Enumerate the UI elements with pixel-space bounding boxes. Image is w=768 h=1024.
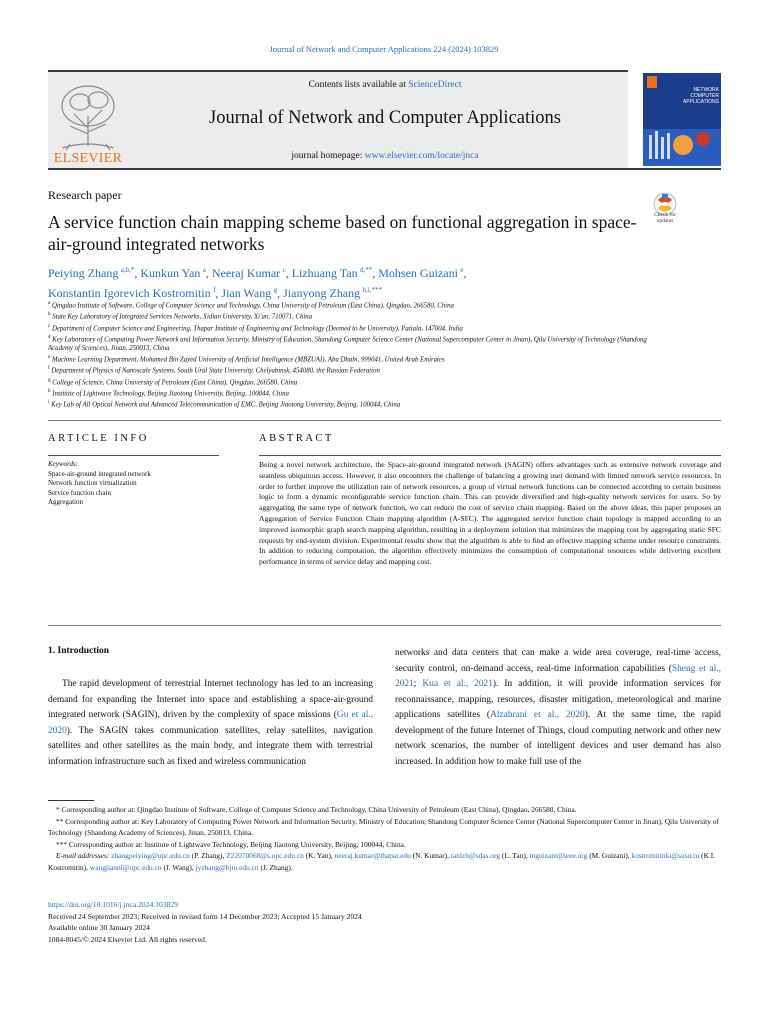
email-link[interactable]: Z22070068@s.upc.edu.cn: [226, 851, 304, 860]
homepage-prefix: journal homepage:: [291, 151, 365, 161]
abstract-text: Being a novel network architecture, the Space-air-ground integrated network (SAGIN) offers advantages such as extensive network coverage and seamless ubiquitous access. However, it also encounters the challenge of balancing a growing user demand with limited network service resources. In order to further improve the utilization rate of network resources, a group of virtual network functions can be connected according to certain business logic to form a dynamic reconfigurable service function chain. This can provide diversified and high-quality network services for users. So by aggregating the same type of network function, we can reduce the cost of service chain mapping. Based on the above ideas, this paper proposes an Aggregation of Service Function Chain mapping algorithm (A-SFC). The aggregated service function chain topology is mapped according to an improved isomorphic graph search mapping algorithm, resulting in a deployment solution that minimizes the mapping cost by aggregating static SFC requests by end-system division. Experimental results show that the algorithm is able to find an effective mapping scheme under resource constraints. In addition to reducing computation, the algorithm effectively minimizes the consumption of computational resources while delivering excellent performance in terms of service delay and mapping cost.: [259, 460, 721, 567]
received-dates: Received 24 September 2023; Received in revised form 14 December 2023; Accepted 15 January 2024: [48, 911, 362, 921]
email-owner: (J. Wang),: [163, 862, 194, 872]
body-column-left: [48, 677, 373, 770]
article-type: Research paper: [48, 188, 122, 202]
email-link[interactable]: zhangpeiying@upc.edu.cn: [111, 851, 190, 860]
contents-line: [180, 80, 590, 90]
keyword-item: Service function chain: [48, 488, 111, 497]
available-online: Available online 30 January 2024: [48, 923, 150, 932]
keywords-heading: Keywords:: [48, 460, 79, 468]
article-info-rule: [48, 455, 219, 456]
affiliation-item: $^c$ Department of Computer Science and Engineering, Thapar Institute of Engineering and Technology (Deemed to be University), Patiala, 147004, India: [48, 323, 463, 332]
footnotes: [48, 804, 721, 873]
email-link[interactable]: jyzhang@bjtu.edu.cn: [195, 862, 259, 872]
email-link[interactable]: neeraj.kumar@thapar.edu: [334, 851, 411, 860]
email-link[interactable]: kostromitinki@susu.ru: [631, 851, 700, 860]
affiliation-item: $^i$ Key Lab of All Optical Network and Advanced Telecommunication of EMC, Beijing Jiaotong University, Beijing, 100044, China: [48, 400, 401, 409]
author-link[interactable]: Neeraj Kumar $^c$: [211, 266, 286, 280]
footnote-corresponding-2: ** Corresponding author at: Key Laboratory of Computing Power Network and Information Security, Ministry of Education, Shandong Computer Science Center (National Supercomputer Center in Jinan), Qilu University of Technology (Shandong Academy of Sciences), Jinan, 250013, China.: [48, 816, 719, 837]
citation-link[interactable]: Sheng et al., 2021: [395, 663, 721, 689]
journal-homepage-link[interactable]: www.elsevier.com/locate/jnca: [364, 151, 479, 161]
homepage-line: [180, 151, 590, 161]
author-link[interactable]: Jianyong Zhang $^{h,i,***}$: [283, 286, 382, 300]
citation-link[interactable]: Kua et al., 2021: [422, 679, 493, 689]
keyword-item: Space-air-ground integrated network: [48, 469, 151, 478]
crossmark-label: [640, 212, 690, 224]
body-column-right: [395, 646, 721, 770]
author-link[interactable]: Mohsen Guizani $^e$: [378, 266, 464, 280]
affiliation-item: $^g$ College of Science, China University of Petroleum (East China), Qingdao, 266580, China: [48, 377, 298, 386]
footnote-rule: [48, 800, 94, 801]
sciencedirect-link[interactable]: ScienceDirect: [408, 80, 462, 90]
journal-cover-thumbnail[interactable]: [643, 73, 721, 166]
author-link[interactable]: Konstantin Igorevich Kostromitin $^f$: [48, 286, 216, 300]
email-owner: (M. Guizani),: [589, 851, 630, 860]
crossmark-label-line-1: Check for: [654, 212, 676, 218]
author-link[interactable]: Kunkun Yan $^a$: [140, 266, 206, 280]
doi-link[interactable]: https://doi.org/10.1016/j.jnca.2024.103829: [48, 900, 179, 909]
contents-prefix: Contents lists available at: [308, 80, 409, 90]
author-link[interactable]: Jian Wang $^g$: [221, 286, 278, 300]
email-owner: (L. Tan),: [501, 851, 528, 860]
email-owner: (J. Zhang).: [260, 862, 293, 872]
email-owner: (K.I. Kostromitin),: [48, 851, 716, 872]
author-list: Peiying Zhang $^{a,b,*}$, Kunkun Yan $^a$, Neeraj Kumar $^c$, Lizhuang Tan $^{d,**}$, Mohsen Guizani $^e$, Konstantin Igorevich Kostromitin $^f$, Jian Wang $^g$, Jianyong Zhang $^{h,i,***}$: [48, 266, 467, 300]
affiliation-item: $^b$ State Key Laboratory of Integrated Services Networks, Xidian University, Xi'an, 710071, China: [48, 312, 313, 321]
email-owner: (P. Zhang),: [191, 851, 225, 860]
cover-title-line-2: COMPUTER: [690, 93, 719, 99]
running-head[interactable]: Journal of Network and Computer Applications 224 (2024) 103829: [269, 44, 499, 54]
author-link[interactable]: Lizhuang Tan $^{d,**}$: [291, 266, 373, 280]
body-text: The rapid development of terrestrial Internet technology has led to an increasing demand for expanding the Internet into space and establishing a space-air-ground integrated network (SAGIN), driven by the complexity of space missions (: [48, 679, 373, 720]
email-link[interactable]: mguizani@ieee.org: [529, 851, 588, 860]
cover-title-line-3: APPLICATIONS: [682, 99, 719, 105]
keyword-item: Network function virtualization: [48, 479, 137, 487]
introduction-heading: 1. Introduction: [48, 646, 110, 656]
affiliation-item: $^d$ Key Laboratory of Computing Power Network and Information Security, Ministry of Education, Shandong Computer Science Center (National Supercomputer Center in Jinan), Qilu University of Technology (Shandong Academy of Sciences), Jinan, 250013, China: [48, 334, 647, 353]
body-text: networks and data centers that can make a wide area coverage, real-time access, security control, on-demand access, real-time information capabilities (: [395, 648, 721, 674]
citation-link[interactable]: Gu et al., 2020: [48, 710, 373, 736]
email-owner: (K. Yan),: [305, 851, 333, 860]
crossmark-label-line-2: updates: [656, 218, 674, 224]
email-owner: (N. Kumar),: [412, 851, 449, 860]
journal-title: Journal of Network and Computer Applications: [209, 108, 561, 128]
section-divider: [48, 420, 721, 421]
citation-link[interactable]: Alzahrani et al., 2020: [490, 710, 585, 720]
body-text: ). In addition, it will provide information services for reconnaissance, mapping, resources, disaster mitigation, meteorological and marine applications satellites (: [395, 679, 722, 720]
email-label: E-mail addresses:: [56, 851, 110, 860]
affiliation-item: $^h$ Institute of Lightwave Technology, Beijing Jiaotong University, Beijing, 100044, China: [48, 388, 289, 398]
email-link[interactable]: wangjiannl@upc.edu.cn: [89, 862, 162, 872]
keyword-item: Aggregation: [48, 498, 83, 506]
affiliation-item: $^e$ Machine Learning Department, Mohamed Bin Zayed University of Artificial Intelligence (MBZUAI), Abu Dhabi, 999041, United Arab Emirates: [48, 355, 445, 364]
abstract-bottom-rule: [48, 625, 721, 626]
header-bottom-rule: [48, 168, 721, 170]
article-info-heading: ARTICLE INFO: [48, 433, 149, 444]
email-addresses: [48, 850, 721, 873]
abstract-rule: [259, 455, 721, 456]
elsevier-wordmark: ELSEVIER: [53, 151, 123, 166]
cover-title: [673, 87, 719, 105]
affiliations: [48, 299, 668, 409]
article-history: [48, 899, 721, 945]
footnote-corresponding-3: *** Corresponding author at: Institute of Lightwave Technology, Beijing Jiaotong University, Beijing, 100044, China.: [56, 839, 406, 849]
body-text: ). At the same time, the rapid development of the future Internet of Things, cloud computing network and other new network scenarios, the number of intelligent devices and user demand has also increased. In addition how to make full use of the: [395, 710, 721, 767]
affiliation-item: $^a$ Qingdao Institute of Software, College of Computer Science and Technology, China University of Petroleum (East China), Qingdao, 266580, China: [48, 301, 454, 310]
keywords-block: [48, 460, 228, 508]
body-text: ;: [413, 679, 423, 689]
cover-title-line-1: NETWORK: [693, 87, 719, 93]
affiliation-item: $^f$ Department of Physics of Nanoscale Systems, South Ural State University, Chelyabinsk, 454080, the Russian Federation: [48, 366, 380, 375]
copyright-notice: 1084-8045/© 2024 Elsevier Ltd. All rights reserved.: [48, 934, 207, 944]
header-top-rule: [48, 70, 628, 72]
email-link[interactable]: tanlzh@sdas.org: [450, 851, 501, 860]
author-link[interactable]: Peiying Zhang $^{a,b,*}$: [48, 266, 135, 280]
paper-title: A service function chain mapping scheme based on functional aggregation in space-air-ground integrated networks: [48, 212, 637, 254]
body-text: ). The SAGIN takes communication satellites, relay satellites, navigation satellites and other satellites as the main body, and integrate them with terrestrial information infrastructure such as fixed and wireless communication: [48, 725, 373, 767]
footnote-corresponding-1: * Corresponding author at: Qingdao Institute of Software, College of Computer Science and Technology, China University of Petroleum (East China), Qingdao, 266580, China.: [56, 805, 577, 814]
abstract-heading: ABSTRACT: [259, 433, 334, 444]
